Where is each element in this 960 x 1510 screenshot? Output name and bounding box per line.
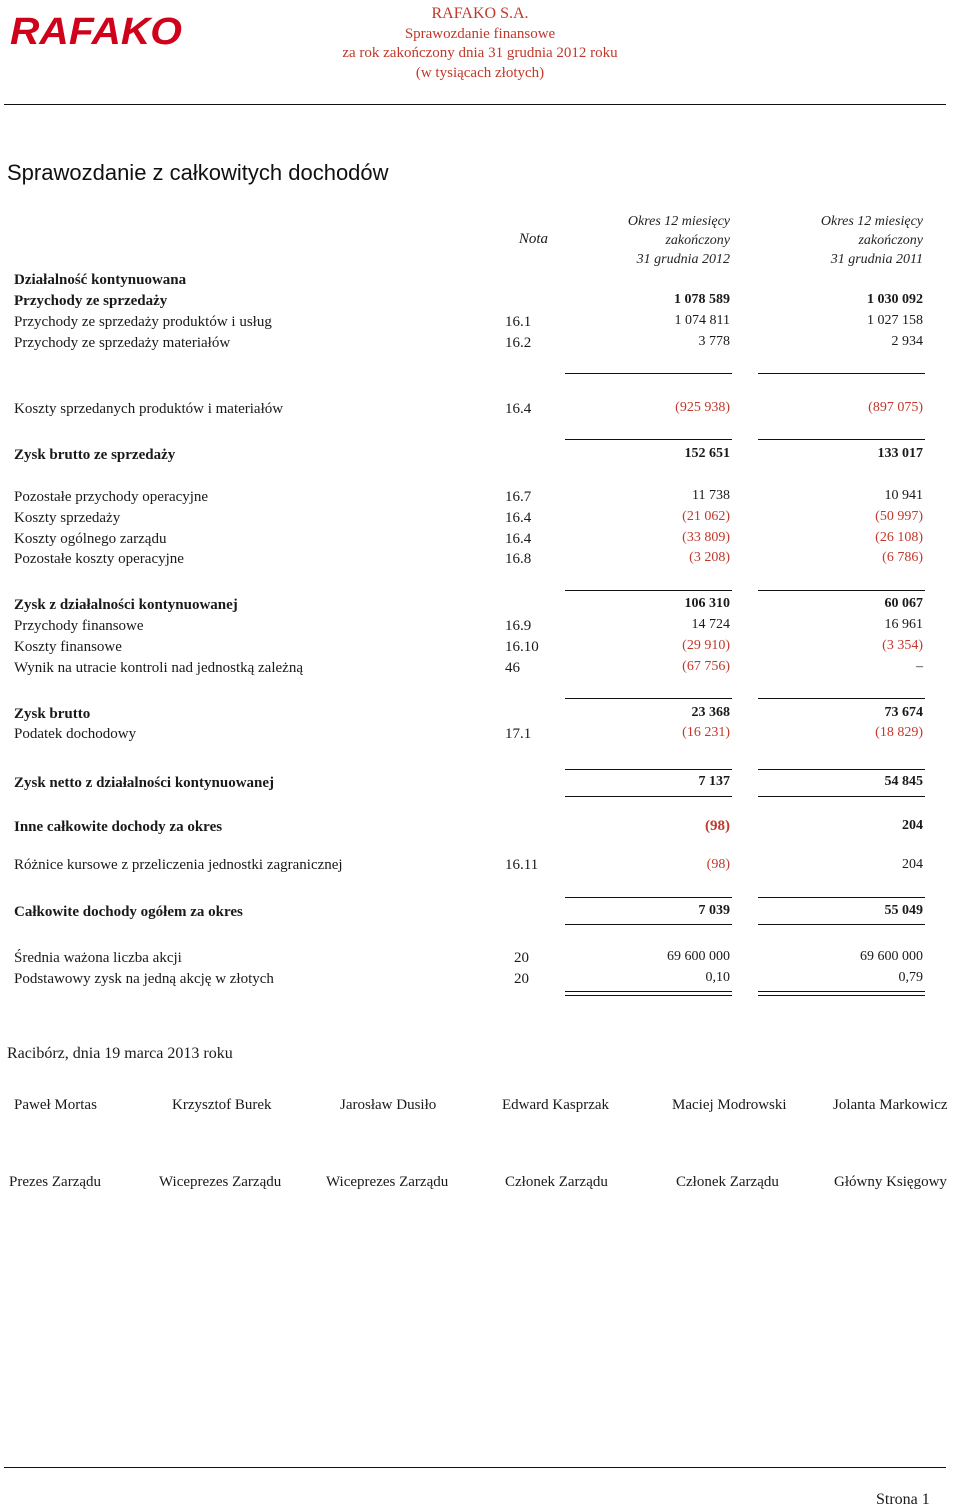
subtotal-line [758, 698, 925, 699]
report-unit: (w tysiącach złotych) [415, 65, 545, 81]
row-value-2012: 7 137 [698, 774, 730, 789]
row-value-2011: 60 067 [884, 596, 923, 611]
row-nota: 16.11 [505, 857, 539, 873]
page-title: Sprawozdanie z całkowitych dochodów [7, 160, 389, 185]
signatory-role: Wiceprezes Zarządu [326, 1174, 449, 1190]
subtotal-line [565, 373, 732, 374]
row-value-2012: 23 368 [691, 705, 730, 720]
row-value-2011: 54 845 [884, 774, 923, 789]
row-value-2012: (21 062) [682, 509, 730, 524]
column-header-2012 [560, 212, 730, 269]
row-label: Zysk z działalności kontynuowanej [14, 597, 238, 613]
nota-column-header: Nota [518, 231, 548, 247]
row-value-2011: 73 674 [884, 705, 923, 720]
signatory-name: Edward Kasprzak [502, 1097, 610, 1113]
subtotal-line [758, 897, 925, 898]
row-nota: 17.1 [505, 726, 532, 742]
footer-divider [4, 1467, 946, 1468]
row-label: Wynik na utracie kontroli nad jednostką zależną [14, 660, 303, 676]
signatory-role: Główny Księgowy [834, 1174, 947, 1190]
report-period: za rok zakończony dnia 31 grudnia 2012 roku [342, 45, 618, 61]
row-value-2011: (26 108) [875, 530, 923, 545]
row-value-2011: (3 354) [882, 638, 923, 653]
signatory-role: Wiceprezes Zarządu [159, 1174, 282, 1190]
column-header-2011 [750, 212, 923, 269]
row-label: Przychody ze sprzedaży [14, 293, 168, 309]
row-value-2012: 106 310 [684, 596, 730, 611]
row-label: Zysk brutto ze sprzedaży [14, 447, 176, 463]
row-label: Średnia ważona liczba akcji [14, 950, 182, 966]
row-value-2012: 1 074 811 [674, 313, 730, 328]
company-name: RAFAKO S.A. [431, 5, 529, 22]
row-value-2011: (6 786) [882, 550, 923, 565]
row-value-2011: 204 [902, 857, 923, 872]
row-label: Koszty ogólnego zarządu [14, 531, 167, 547]
subtotal-line [565, 590, 732, 591]
row-label: Przychody ze sprzedaży produktów i usług [14, 314, 272, 330]
row-nota: 16.4 [505, 531, 532, 547]
row-label: Całkowite dochody ogółem za okres [14, 904, 243, 920]
row-value-2012: 7 039 [698, 903, 730, 918]
signatory-role: Członek Zarządu [676, 1174, 779, 1190]
row-nota: 16.8 [505, 551, 532, 567]
row-label: Podatek dochodowy [14, 726, 137, 742]
row-value-2012: 69 600 000 [667, 949, 730, 964]
total-underline [758, 924, 925, 925]
total-underline [565, 924, 732, 925]
row-value-2011: – [916, 659, 923, 674]
signatory-name: Jolanta Markowicz [833, 1097, 948, 1113]
row-label: Zysk netto z działalności kontynuowanej [14, 775, 275, 791]
row-label: Koszty sprzedaży [14, 510, 121, 526]
place-date: Racibórz, dnia 19 marca 2013 roku [7, 1045, 233, 1062]
row-value-2011: 55 049 [884, 903, 923, 918]
row-value-2011: 1 030 092 [867, 292, 923, 307]
row-value-2012: 1 078 589 [674, 292, 730, 307]
subtotal-line [758, 769, 925, 770]
row-label: Koszty sprzedanych produktów i materiałów [14, 401, 284, 417]
row-nota: 16.4 [505, 510, 532, 526]
row-value-2011: 10 941 [884, 488, 923, 503]
row-value-2012: (33 809) [682, 530, 730, 545]
header-divider [4, 104, 946, 105]
rafako-logo [8, 8, 184, 50]
row-nota: 16.1 [505, 314, 532, 330]
report-type: Sprawozdanie finansowe [404, 26, 556, 42]
row-label: Inne całkowite dochody za okres [14, 819, 223, 835]
double-underline [758, 995, 925, 996]
signatory-name: Krzysztof Burek [172, 1097, 272, 1113]
row-nota: 46 [505, 660, 520, 676]
row-label: Przychody finansowe [14, 618, 144, 634]
total-underline [758, 796, 925, 797]
row-value-2012: 0,10 [705, 970, 730, 985]
column-header-line: zakończony [858, 233, 923, 248]
row-label: Różnice kursowe z przeliczenia jednostki zagranicznej [14, 857, 343, 873]
row-value-2012: (98) [705, 818, 730, 834]
double-underline [565, 991, 732, 992]
row-value-2011: 16 961 [884, 617, 923, 632]
column-header-line: Okres 12 miesięcy [820, 214, 923, 229]
subtotal-line [758, 590, 925, 591]
signatory-role: Członek Zarządu [505, 1174, 608, 1190]
subtotal-line [565, 897, 732, 898]
subtotal-line [565, 769, 732, 770]
row-value-2012: 152 651 [684, 446, 730, 461]
column-header-line: zakończony [665, 233, 730, 248]
row-label: Działalność kontynuowana [14, 272, 187, 288]
row-value-2011: 1 027 158 [867, 313, 923, 328]
row-value-2012: 3 778 [698, 334, 730, 349]
row-value-2012: (3 208) [689, 550, 730, 565]
page-number: Strona 1 [876, 1491, 930, 1508]
logo-text: RAFAKO [10, 11, 182, 50]
double-underline [758, 991, 925, 992]
row-value-2012: (67 756) [682, 659, 730, 674]
row-value-2012: (16 231) [682, 725, 730, 740]
row-label: Przychody ze sprzedaży materiałów [14, 335, 231, 351]
row-value-2012: 11 738 [692, 488, 730, 503]
row-value-2012: (29 910) [682, 638, 730, 653]
signatory-name: Paweł Mortas [14, 1097, 97, 1113]
column-header-line: Okres 12 miesięcy [627, 214, 730, 229]
double-underline [565, 995, 732, 996]
row-label: Zysk brutto [14, 706, 91, 722]
row-label: Pozostałe przychody operacyjne [14, 489, 209, 505]
subtotal-line [758, 373, 925, 374]
row-nota: 16.7 [505, 489, 532, 505]
row-value-2011: 133 017 [877, 446, 923, 461]
subtotal-line [565, 698, 732, 699]
row-value-2012: 14 724 [691, 617, 730, 632]
signatory-name: Jarosław Dusiło [340, 1097, 437, 1113]
row-value-2012: (925 938) [675, 400, 730, 415]
row-value-2011: (50 997) [875, 509, 923, 524]
column-header-line: 31 grudnia 2011 [830, 252, 923, 267]
signatory-name: Maciej Modrowski [672, 1097, 787, 1113]
row-value-2011: 69 600 000 [860, 949, 923, 964]
row-nota: 20 [514, 950, 529, 966]
row-nota: 16.4 [505, 401, 532, 417]
row-value-2011: 0,79 [898, 970, 923, 985]
row-value-2011: 2 934 [891, 334, 923, 349]
subtotal-line [565, 439, 732, 440]
row-value-2011: (18 829) [875, 725, 923, 740]
row-value-2012: (98) [706, 857, 730, 872]
row-label: Koszty finansowe [14, 639, 122, 655]
row-nota: 16.10 [505, 639, 539, 655]
subtotal-line [758, 439, 925, 440]
row-value-2011: (897 075) [868, 400, 923, 415]
column-header-line: 31 grudnia 2012 [636, 252, 730, 267]
total-underline [565, 796, 732, 797]
signatory-role: Prezes Zarządu [9, 1174, 102, 1190]
row-nota: 20 [514, 971, 529, 987]
row-label: Pozostałe koszty operacyjne [14, 551, 184, 567]
row-nota: 16.9 [505, 618, 532, 634]
row-nota: 16.2 [505, 335, 532, 351]
row-value-2011: 204 [902, 818, 923, 833]
row-label: Podstawowy zysk na jedną akcję w złotych [14, 971, 274, 987]
